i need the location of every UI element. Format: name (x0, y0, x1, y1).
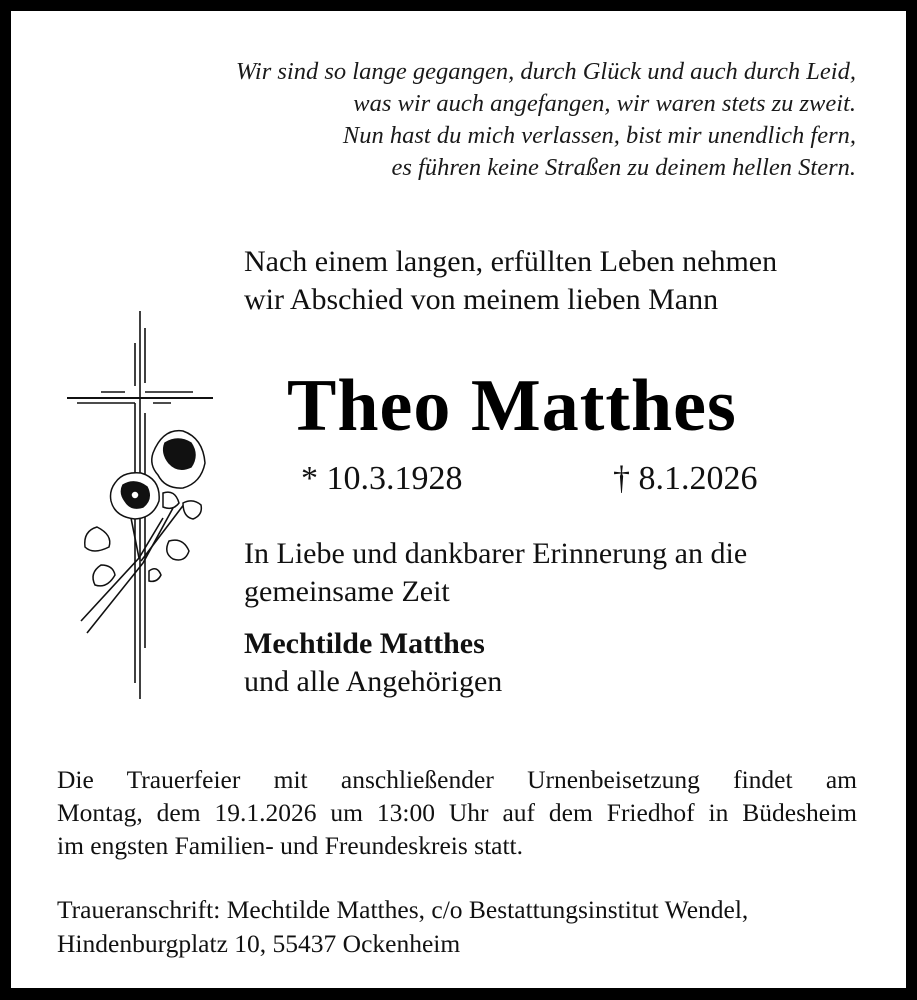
mourner-others: und alle Angehörigen (244, 665, 503, 698)
address-line: Traueranschrift: Mechtilde Matthes, c/o Bestattungsinstitut Wendel, (57, 895, 749, 924)
death-date (613, 457, 758, 501)
birth-date (301, 457, 463, 501)
cross-with-roses-icon (53, 303, 213, 699)
poem (236, 56, 856, 184)
mourning-address (57, 893, 748, 961)
birth-date-value: 10.3.1928 (326, 460, 463, 497)
death-date-value: 8.1.2026 (638, 460, 758, 497)
memory-line: In Liebe und dankbarer Erinnerung an die (244, 537, 748, 570)
ceremony-notice (57, 763, 857, 862)
poem-line: es führen keine Straßen zu deinem hellen Stern. (391, 154, 856, 181)
memory-text (244, 535, 747, 611)
ceremony-line: Die Trauerfeier mit anschließender Urnenbeisetzung findet am (57, 765, 857, 794)
obituary-card (11, 11, 906, 988)
ceremony-line: Montag, dem 19.1.2026 um 13:00 Uhr auf dem Friedhof in Büdesheim (57, 798, 857, 827)
intro-line: wir Abschied von meinem lieben Mann (244, 283, 719, 316)
mourner-primary: Mechtilde Matthes (244, 627, 485, 660)
poem-line: Nun hast du mich verlassen, bist mir unendlich fern, (342, 122, 856, 149)
address-line: Hindenburgplatz 10, 55437 Ockenheim (57, 929, 461, 958)
dagger-cross-icon: † (613, 460, 630, 497)
poem-line: was wir auch angefangen, wir waren stets zu zweit. (353, 90, 856, 117)
intro-text (244, 243, 777, 319)
ceremony-line: im engsten Familien- und Freundeskreis statt. (57, 831, 524, 860)
intro-line: Nach einem langen, erfüllten Leben nehmen (244, 245, 778, 278)
memory-line: gemeinsame Zeit (244, 575, 450, 608)
star-icon: * (301, 460, 318, 497)
poem-line: Wir sind so lange gegangen, durch Glück und auch durch Leid, (235, 58, 856, 85)
deceased-name: Theo Matthes (287, 365, 737, 447)
